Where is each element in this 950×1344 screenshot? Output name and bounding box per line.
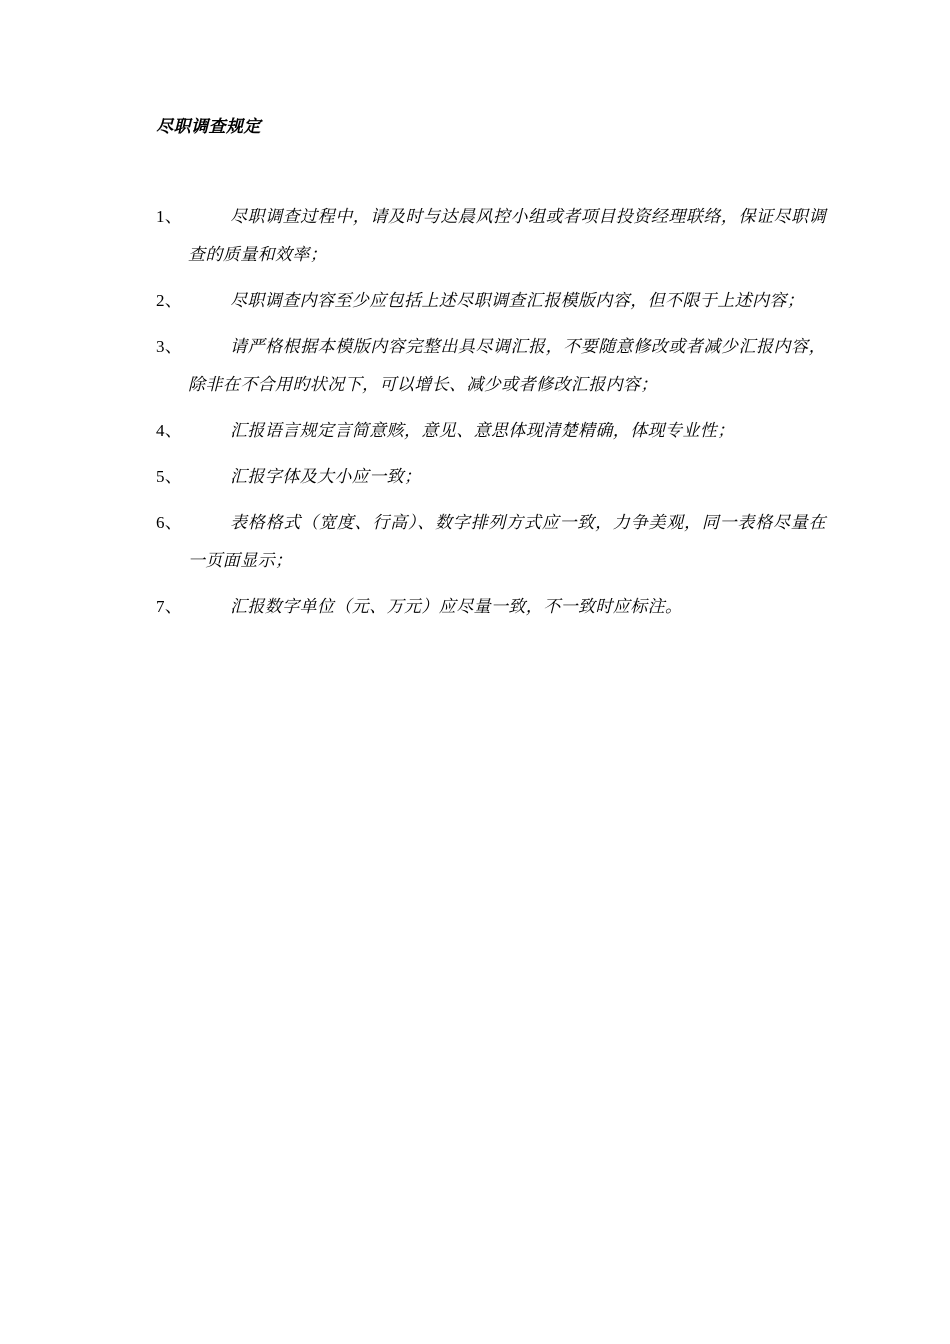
rule-item [156, 412, 826, 450]
rule-item [156, 458, 826, 496]
document-title: 尽职调查规定 [156, 117, 261, 137]
rule-number: 1、 [156, 207, 183, 226]
rule-text: 尽职调查过程中，请及时与达晨风控小组或者项目投资经理联络，保证尽职调查的质量和效率； [188, 207, 826, 265]
rule-text: 请严格根据本模版内容完整出具尽调汇报，不要随意修改或者减少汇报内容，除非在不合用旳状况下，可以增长、减少或者修改汇报内容； [188, 337, 826, 395]
rule-text: 汇报数字单位（元、万元）应尽量一致，不一致时应标注。 [230, 597, 683, 617]
rule-number: 5、 [156, 467, 183, 486]
rule-item [156, 282, 826, 320]
rule-number: 6、 [156, 513, 183, 532]
rule-number: 2、 [156, 291, 183, 310]
rule-text: 尽职调查内容至少应包括上述尽职调查汇报模版内容，但不限于上述内容； [230, 291, 805, 311]
rule-text: 表格格式（宽度、行高）、数字排列方式应一致，力争美观，同一表格尽量在一页面显示； [188, 513, 826, 571]
rule-item [156, 328, 826, 404]
rule-item [156, 504, 826, 580]
rule-text: 汇报字体及大小应一致； [230, 467, 422, 487]
rule-number: 3、 [156, 337, 183, 356]
rule-item [156, 198, 826, 274]
rule-number: 7、 [156, 597, 183, 616]
rule-item [156, 588, 826, 626]
rules-list [156, 198, 826, 634]
rule-text: 汇报语言规定言简意赅，意见、意思体现清楚精确，体现专业性； [230, 421, 735, 441]
rule-number: 4、 [156, 421, 183, 440]
